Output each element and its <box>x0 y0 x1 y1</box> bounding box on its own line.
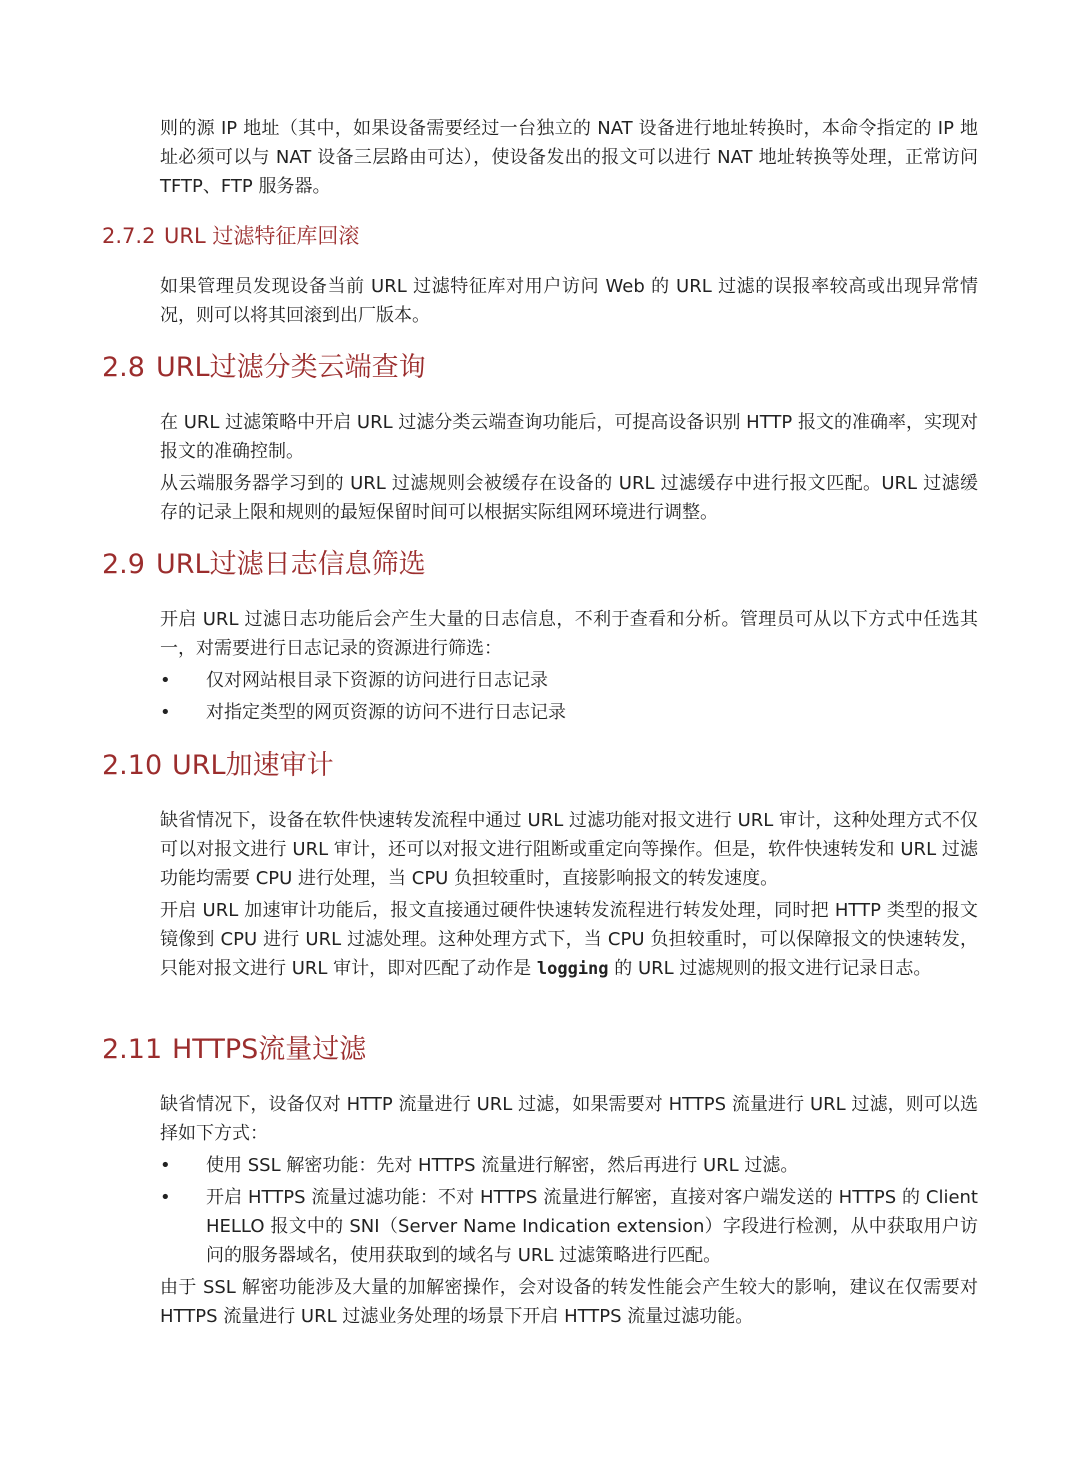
section-number: 2.10 <box>102 750 163 781</box>
section-2-11-heading <box>102 1032 366 1068</box>
section-2-7-2-paragraph: 如果管理员发现设备当前 URL 过滤特征库对用户访问 Web 的 URL 过滤的误报率较高或出现异常情况，则可以将其回滚到出厂版本。 <box>160 276 978 326</box>
section-2-10-paragraph-1: 缺省情况下，设备在软件快速转发流程中通过 URL 过滤功能对报文进行 URL 审计，这种处理方式不仅可以对报文进行 URL 审计，还可以对报文进行阻断或重定向等操作。但是，软件快速转发和 URL 过滤功能均需要 CPU 进行处理，当 CPU 负担较重时，直接影响报文的转发速度。 <box>160 810 978 889</box>
section-2-11-paragraph-1: 缺省情况下，设备仅对 HTTP 流量进行 URL 过滤，如果需要对 HTTPS 流量进行 URL 过滤，则可以选择如下方式： <box>160 1094 978 1144</box>
list-item-text: 使用 SSL 解密功能：先对 HTTPS 流量进行解密，然后再进行 URL 过滤。 <box>206 1155 799 1176</box>
section-2-10-paragraph-2 <box>160 896 978 984</box>
section-2-9-heading <box>102 547 426 583</box>
section-title: HTTPS流量过滤 <box>172 1034 367 1065</box>
list-item <box>160 1183 978 1270</box>
section-2-8-heading <box>102 350 426 386</box>
section-2-7-2-heading <box>102 221 359 251</box>
section-title: URL过滤分类云端查询 <box>156 352 426 383</box>
section-2-9-paragraph: 开启 URL 过滤日志功能后会产生大量的日志信息，不利于查看和分析。管理员可从以下方式中任选其一，对需要进行日志记录的资源进行筛选： <box>160 609 978 659</box>
bullet-icon: • <box>160 1187 171 1208</box>
list-item-text: 仅对网站根目录下资源的访问进行日志记录 <box>206 670 548 691</box>
list-item <box>160 1151 978 1180</box>
section-number: 2.8 <box>102 352 145 383</box>
list-item-text: 开启 HTTPS 流量过滤功能：不对 HTTPS 流量进行解密，直接对客户端发送的 HTTPS 的 Client HELLO 报文中的 SNI（Server Name Indication extension）字段进行检测，从中获取用户访问的服务器域名，使用获取到的域名与 URL 过滤策略进行匹配。 <box>206 1187 978 1266</box>
bullet-icon: • <box>160 670 171 691</box>
section-2-11-paragraph-2: 由于 SSL 解密功能涉及大量的加解密操作，会对设备的转发性能会产生较大的影响，建议在仅需要对 HTTPS 流量进行 URL 过滤业务处理的场景下开启 HTTPS 流量过滤功能。 <box>160 1277 978 1327</box>
bullet-icon: • <box>160 1155 171 1176</box>
section-2-10-heading <box>102 748 334 784</box>
logging-keyword: logging <box>536 959 609 979</box>
paragraph-text-before: 开启 URL 加速审计功能后，报文直接通过硬件快速转发流程进行转发处理，同时把 HTTP 类型的报文镜像到 CPU 进行 URL 过滤处理。这种处理方式下，当 CPU 负担较重时，可以保障报文的快速转发，只能对报文进行 URL 审计，即对匹配了动作是 <box>160 900 978 979</box>
section-title: URL过滤日志信息筛选 <box>156 549 426 580</box>
section-2-8-paragraph-2: 从云端服务器学习到的 URL 过滤规则会被缓存在设备的 URL 过滤缓存中进行报文匹配。URL 过滤缓存的记录上限和规则的最短保留时间可以根据实际组网环境进行调整。 <box>160 473 978 523</box>
paragraph-text-after: 的 URL 过滤规则的报文进行记录日志。 <box>608 958 932 979</box>
section-number: 2.7.2 <box>102 224 156 248</box>
list-item <box>160 666 978 695</box>
intro-paragraph: 则的源 IP 地址（其中，如果设备需要经过一台独立的 NAT 设备进行地址转换时，本命令指定的 IP 地址必须可以与 NAT 设备三层路由可达），使设备发出的报文可以进行 NAT 地址转换等处理，正常访问 TFTP、FTP 服务器。 <box>160 118 978 197</box>
bullet-icon: • <box>160 702 171 723</box>
section-title: URL 过滤特征库回滚 <box>164 224 360 248</box>
section-2-8-paragraph-1: 在 URL 过滤策略中开启 URL 过滤分类云端查询功能后，可提高设备识别 HTTP 报文的准确率，实现对报文的准确控制。 <box>160 412 978 462</box>
section-number: 2.9 <box>102 549 145 580</box>
list-item-text: 对指定类型的网页资源的访问不进行日志记录 <box>206 702 566 723</box>
section-number: 2.11 <box>102 1034 163 1065</box>
list-item <box>160 698 978 727</box>
section-title: URL加速审计 <box>172 750 334 781</box>
